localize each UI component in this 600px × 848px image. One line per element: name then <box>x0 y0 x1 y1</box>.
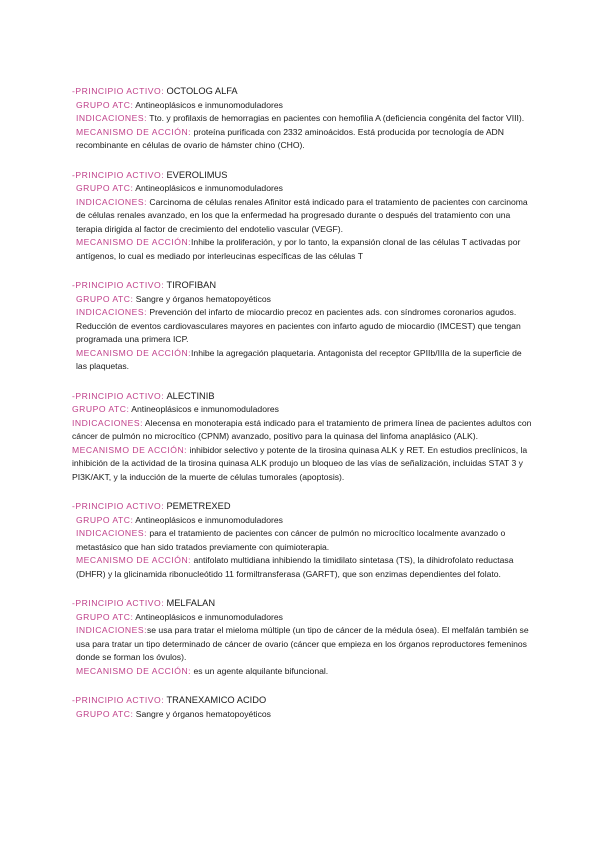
document-page <box>72 85 532 737</box>
indicaciones-line <box>72 527 532 554</box>
grupo-label: GRUPO ATC: <box>72 404 130 414</box>
grupo-value: Sangre y órganos hematopoyéticos <box>135 708 271 719</box>
mecanismo-value: Inhibe la proliferación, y por lo tanto, la expansión clonal de las células T activadas por antígenos, lo cual es mediado por interleucinas específicas de las células T <box>76 237 521 261</box>
principio-label: -PRINCIPIO ACTIVO: <box>72 598 165 608</box>
principio-value: MELFALAN <box>166 598 216 608</box>
principio-value: TRANEXAMICO ACIDO <box>166 695 267 705</box>
drug-entry <box>72 169 532 264</box>
grupo-label: GRUPO ATC: <box>76 708 134 719</box>
principio-value: EVEROLIMUS <box>166 169 228 180</box>
drug-entry <box>72 279 532 374</box>
grupo-line <box>72 182 532 196</box>
principio-value: TIROFIBAN <box>166 280 217 290</box>
indicaciones-value: Alecensa en monoterapia está indicado para el tratamiento de primera línea de pacientes adultos con cáncer de pulmón no microcítico (CPNM) avanzado, positivo para la quinasa del linfoma anaplásico (ALK). <box>72 417 532 441</box>
mecanismo-label: MECANISMO DE ACCIÓN: <box>76 126 192 137</box>
indicaciones-line <box>72 196 532 237</box>
grupo-value: Antineoplásicos e inmunomoduladores <box>131 404 279 414</box>
principio-value: ALECTINIB <box>166 390 215 401</box>
grupo-value: Antineoplásicos e inmunomoduladores <box>135 611 283 622</box>
principio-label: -PRINCIPIO ACTIVO: <box>72 390 165 401</box>
mecanismo-label: MECANISMO DE ACCIÓN: <box>76 237 192 247</box>
grupo-line <box>72 99 532 113</box>
indicaciones-value: Tto. y profilaxis de hemorragias en pacientes con hemofilia A (deficiencia congénita del factor VIII). <box>149 113 525 123</box>
mecanismo-value: es un agente alquilante bifuncional. <box>193 665 329 676</box>
grupo-label: GRUPO ATC: <box>76 99 134 110</box>
grupo-label: GRUPO ATC: <box>76 514 134 525</box>
principio-value: OCTOLOG ALFA <box>166 86 238 96</box>
mecanismo-label: MECANISMO DE ACCIÓN: <box>76 665 192 676</box>
drug-entry <box>72 390 532 485</box>
principio-line <box>72 694 532 708</box>
grupo-line <box>72 403 532 417</box>
mecanismo-value: inhibidor selectivo y potente de la tirosina quinasa ALK y RET. En estudios preclínicos, la inhibición de la actividad de la tirosina quinasa ALK produjo un bloqueo de las vías de señalización, incluidas STAT 3 y PI3K/AKT, y la inducción de la muerte de células tumorales (apoptosis). <box>72 444 528 482</box>
indicaciones-label: INDICACIONES: <box>72 417 143 428</box>
grupo-line <box>72 293 532 307</box>
grupo-value: Antineoplásicos e inmunomoduladores <box>135 183 283 193</box>
grupo-line <box>72 611 532 625</box>
indicaciones-label: INDICACIONES: <box>76 625 147 635</box>
mecanismo-line <box>72 236 532 263</box>
mecanismo-line <box>72 347 532 374</box>
principio-line <box>72 85 532 99</box>
grupo-line <box>72 708 532 722</box>
indicaciones-label: INDICACIONES: <box>76 307 147 317</box>
principio-label: -PRINCIPIO ACTIVO: <box>72 501 165 511</box>
indicaciones-value: Carcinoma de células renales Afinitor está indicado para el tratamiento de pacientes con carcinoma de células renales avanzado, en los que la enfermedad ha progresado durante o después del tratamiento con una terapia dirigida al factor de crecimiento del endotelio vascular (VEGF). <box>76 196 528 234</box>
indicaciones-line <box>72 306 532 347</box>
grupo-value: Antineoplásicos e inmunomoduladores <box>135 514 283 525</box>
drug-entry <box>72 85 532 153</box>
indicaciones-line <box>72 417 532 444</box>
grupo-label: GRUPO ATC: <box>76 611 134 622</box>
principio-line <box>72 169 532 183</box>
mecanismo-label: MECANISMO DE ACCIÓN: <box>72 444 188 455</box>
indicaciones-value: Prevención del infarto de miocardio precoz en pacientes ads. con síndromes coronarios agudos. Reducción de eventos cardiovasculares mayores en pacientes con infarto agudo de miocardio (IMCEST) que tengan programada una primera ICP. <box>76 307 521 344</box>
principio-label: -PRINCIPIO ACTIVO: <box>72 695 165 705</box>
mecanismo-line <box>72 126 532 153</box>
grupo-line <box>72 514 532 528</box>
mecanismo-label: MECANISMO DE ACCIÓN: <box>76 347 192 358</box>
indicaciones-label: INDICACIONES: <box>76 196 147 207</box>
grupo-value: Antineoplásicos e inmunomoduladores <box>135 99 283 110</box>
grupo-label: GRUPO ATC: <box>76 293 134 304</box>
principio-line <box>72 279 532 293</box>
principio-label: -PRINCIPIO ACTIVO: <box>72 169 165 180</box>
indicaciones-label: INDICACIONES: <box>76 113 147 123</box>
principio-line <box>72 390 532 404</box>
drug-entry <box>72 500 532 581</box>
indicaciones-line <box>72 112 532 126</box>
grupo-value: Sangre y órganos hematopoyéticos <box>135 293 271 304</box>
drug-entry <box>72 694 532 721</box>
principio-label: -PRINCIPIO ACTIVO: <box>72 86 165 96</box>
mecanismo-value: Inhibe la agregación plaquetaria. Antagonista del receptor GPIIb/IIIa de la superficie de las plaquetas. <box>76 347 522 371</box>
mecanismo-label: MECANISMO DE ACCIÓN: <box>76 555 192 565</box>
principio-value: PEMETREXED <box>166 501 231 511</box>
mecanismo-value: antifolato multidiana inhibiendo la timidilato sintetasa (TS), la dihidrofolato reductasa (DHFR) y la glicinamida ribonucleótido 11 formiltransferasa (GARFT), que son enzimas dependientes del folato. <box>76 555 514 579</box>
indicaciones-line <box>72 624 532 665</box>
indicaciones-value: se usa para tratar el mieloma múltiple (un tipo de cáncer de la médula ósea). El melfalán también se usa para tratar un tipo determinado de cáncer de ovario (cáncer que empieza en los órganos reproductores femeninos donde se forman los óvulos). <box>76 625 529 662</box>
principio-line <box>72 597 532 611</box>
indicaciones-value: para el tratamiento de pacientes con cáncer de pulmón no microcítico localmente avanzado o metastásico que han sido tratados previamente con quimioterapia. <box>76 528 506 552</box>
drug-entry <box>72 597 532 678</box>
mecanismo-line <box>72 444 532 485</box>
principio-label: -PRINCIPIO ACTIVO: <box>72 280 165 290</box>
mecanismo-line <box>72 665 532 679</box>
mecanismo-line <box>72 554 532 581</box>
indicaciones-label: INDICACIONES: <box>76 528 147 538</box>
principio-line <box>72 500 532 514</box>
mecanismo-value: proteína purificada con 2332 aminoácidos. Está producida por tecnología de ADN recombinante en células de ovario de hámster chino (CHO). <box>76 126 504 150</box>
grupo-label: GRUPO ATC: <box>76 183 134 193</box>
